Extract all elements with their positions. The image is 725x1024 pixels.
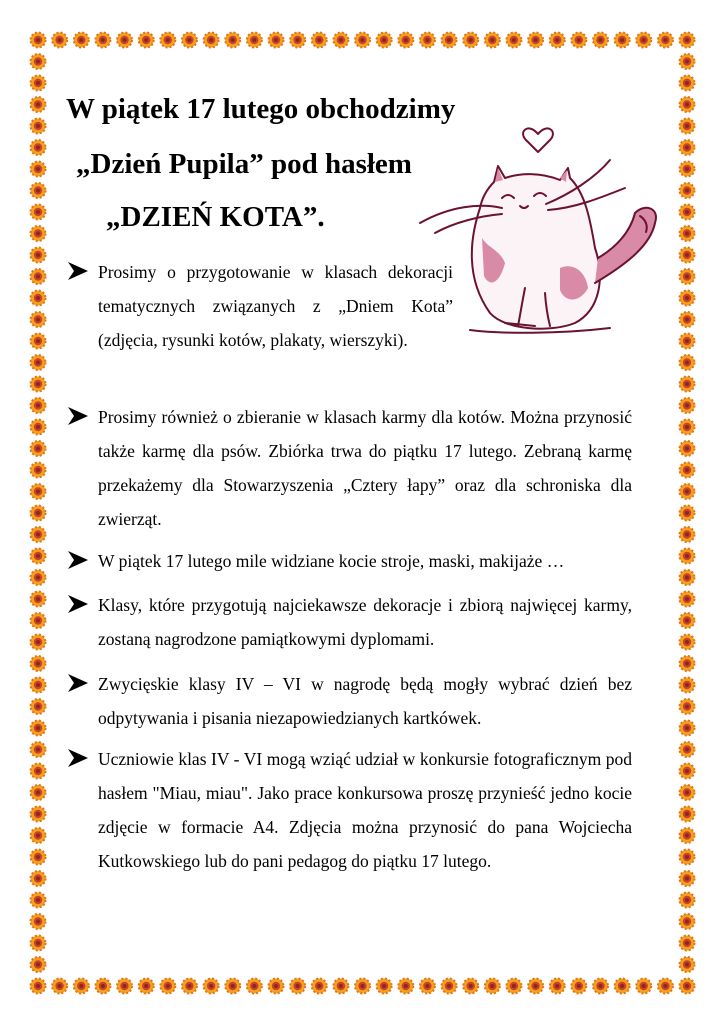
sunflower-icon	[31, 119, 46, 134]
sunflower-icon	[355, 979, 370, 994]
sunflower-icon	[31, 635, 46, 650]
sunflower-icon	[680, 613, 695, 628]
sunflower-icon	[31, 527, 46, 542]
sunflower-icon	[615, 979, 630, 994]
sunflower-icon	[550, 33, 565, 48]
arrow-bullet-icon	[66, 673, 98, 693]
sunflower-icon	[680, 506, 695, 521]
sunflower-icon	[31, 33, 46, 48]
title-line-2: „Dzień Pupila” pod hasłem	[76, 148, 412, 180]
sunflower-icon	[680, 162, 695, 177]
sunflower-icon	[680, 592, 695, 607]
sunflower-icon	[528, 979, 543, 994]
sunflower-icon	[680, 570, 695, 585]
sunflower-icon	[31, 355, 46, 370]
sunflower-icon	[139, 979, 154, 994]
sunflower-icon	[680, 398, 695, 413]
sunflower-icon	[680, 914, 695, 929]
sunflower-icon	[377, 979, 392, 994]
sunflower-icon	[312, 33, 327, 48]
sunflower-icon	[636, 33, 651, 48]
arrow-bullet-icon	[66, 261, 98, 281]
title-line-3: „DZIEŃ KOTA”.	[106, 201, 325, 233]
arrow-bullet-icon	[66, 748, 98, 768]
sunflower-icon	[420, 979, 435, 994]
sunflower-icon	[52, 33, 67, 48]
sunflower-icon	[463, 33, 478, 48]
sunflower-icon	[355, 33, 370, 48]
sunflower-icon	[31, 850, 46, 865]
bullet-text: W piątek 17 lutego mile widziane kocie stroje, maski, makijaże …	[98, 551, 565, 571]
sunflower-icon	[680, 377, 695, 392]
sunflower-icon	[680, 54, 695, 69]
bullet-text: Klasy, które przygotują najciekawsze dekoracje i zbiorą najwięcej karmy, zostaną nagrodzone pamiątkowymi dyplomami.	[98, 595, 632, 649]
sunflower-icon	[680, 226, 695, 241]
sunflower-icon	[31, 785, 46, 800]
sunflower-icon	[312, 979, 327, 994]
sunflower-icon	[680, 205, 695, 220]
sunflower-icon	[31, 678, 46, 693]
bullet-text: Zwycięskie klasy IV – VI w nagrodę będą mogły wybrać dzień bez odpytywania i pisania niezapowiedzianych kartkówek.	[98, 674, 632, 728]
sunflower-icon	[680, 678, 695, 693]
sunflower-icon	[680, 721, 695, 736]
sunflower-icon	[31, 420, 46, 435]
sunflower-icon	[680, 463, 695, 478]
sunflower-icon	[31, 957, 46, 972]
sunflower-icon	[680, 936, 695, 951]
sunflower-icon	[31, 871, 46, 886]
sunflower-icon	[31, 312, 46, 327]
sunflower-icon	[571, 979, 586, 994]
sunflower-icon	[225, 979, 240, 994]
sunflower-icon	[680, 355, 695, 370]
sunflower-icon	[550, 979, 565, 994]
sunflower-icon	[31, 226, 46, 241]
sunflower-icon	[31, 506, 46, 521]
sunflower-icon	[31, 334, 46, 349]
list-item	[66, 400, 632, 536]
sunflower-icon	[31, 721, 46, 736]
sunflower-icon	[680, 979, 695, 994]
sunflower-icon	[31, 54, 46, 69]
arrow-bullet-icon	[66, 406, 98, 426]
sunflower-icon	[31, 291, 46, 306]
sunflower-icon	[615, 33, 630, 48]
sunflower-icon	[182, 979, 197, 994]
sunflower-icon	[680, 312, 695, 327]
sunflower-icon	[31, 484, 46, 499]
sunflower-icon	[680, 183, 695, 198]
sunflower-icon	[117, 33, 132, 48]
sunflower-icon	[31, 742, 46, 757]
sunflower-icon	[377, 33, 392, 48]
sunflower-icon	[528, 33, 543, 48]
sunflower-icon	[485, 979, 500, 994]
sunflower-icon	[463, 979, 478, 994]
sunflower-icon	[680, 484, 695, 499]
sunflower-icon	[680, 76, 695, 91]
sunflower-icon	[31, 140, 46, 155]
sunflower-icon	[680, 893, 695, 908]
sunflower-icon	[485, 33, 500, 48]
sunflower-icon	[680, 742, 695, 757]
sunflower-icon	[420, 33, 435, 48]
bullet-text: Uczniowie klas IV - VI mogą wziąć udział w konkursie fotograficznym pod hasłem "Miau, miau". Jako prace konkursowa proszę przynieść jedno kocie zdjęcie w formacie A4. Zdjęcia można przynosić do pana Wojciecha Kutkowskiego lub do pani pedagog do piątku 17 lutego.	[98, 749, 632, 871]
sunflower-icon	[74, 979, 89, 994]
sunflower-icon	[52, 979, 67, 994]
sunflower-icon	[680, 119, 695, 134]
sunflower-icon	[31, 377, 46, 392]
sunflower-icon	[31, 463, 46, 478]
sunflower-icon	[680, 291, 695, 306]
sunflower-icon	[139, 33, 154, 48]
sunflower-icon	[31, 76, 46, 91]
sunflower-icon	[593, 979, 608, 994]
sunflower-icon	[290, 33, 305, 48]
sunflower-icon	[680, 97, 695, 112]
sunflower-icon	[680, 699, 695, 714]
sunflower-icon	[442, 979, 457, 994]
sunflower-icon	[31, 979, 46, 994]
sunflower-icon	[31, 441, 46, 456]
sunflower-icon	[160, 33, 175, 48]
list-item	[66, 667, 632, 735]
sunflower-icon	[117, 979, 132, 994]
sunflower-icon	[31, 656, 46, 671]
arrow-bullet-icon	[66, 550, 98, 570]
sunflower-icon	[506, 979, 521, 994]
sunflower-icon	[182, 33, 197, 48]
sunflower-icon	[680, 871, 695, 886]
sunflower-icon	[398, 33, 413, 48]
sunflower-icon	[31, 398, 46, 413]
sunflower-icon	[680, 33, 695, 48]
sunflower-icon	[31, 162, 46, 177]
sunflower-icon	[680, 140, 695, 155]
sunflower-icon	[31, 699, 46, 714]
sunflower-icon	[680, 764, 695, 779]
sunflower-icon	[680, 441, 695, 456]
sunflower-icon	[31, 97, 46, 112]
sunflower-icon	[31, 269, 46, 284]
sunflower-icon	[680, 420, 695, 435]
sunflower-icon	[160, 979, 175, 994]
sunflower-icon	[506, 33, 521, 48]
sunflower-icon	[31, 828, 46, 843]
sunflower-icon	[225, 33, 240, 48]
sunflower-icon	[636, 979, 651, 994]
sunflower-icon	[31, 807, 46, 822]
sunflower-icon	[95, 33, 110, 48]
sunflower-icon	[204, 979, 219, 994]
sunflower-icon	[74, 33, 89, 48]
sunflower-icon	[680, 656, 695, 671]
sunflower-icon	[680, 527, 695, 542]
sunflower-icon	[31, 893, 46, 908]
list-item	[66, 588, 632, 656]
list-item	[66, 544, 632, 578]
sunflower-icon	[31, 936, 46, 951]
sunflower-icon	[31, 248, 46, 263]
sunflower-icon	[247, 33, 262, 48]
sunflower-icon	[680, 807, 695, 822]
sunflower-icon	[269, 33, 284, 48]
sunflower-icon	[680, 785, 695, 800]
sunflower-icon	[333, 33, 348, 48]
sunflower-icon	[31, 764, 46, 779]
arrow-bullet-icon	[66, 594, 98, 614]
title-line-1: W piątek 17 lutego obchodzimy	[66, 93, 456, 125]
sunflower-icon	[204, 33, 219, 48]
sunflower-icon	[680, 549, 695, 564]
sunflower-icon	[31, 205, 46, 220]
bullet-text: Prosimy o przygotowanie w klasach dekoracji tematycznych związanych z „Dniem Kota” (zdjęcia, rysunki kotów, plakaty, wierszyki).	[98, 262, 453, 350]
sunflower-icon	[680, 635, 695, 650]
sunflower-icon	[247, 979, 262, 994]
sunflower-icon	[680, 248, 695, 263]
sunflower-icon	[31, 549, 46, 564]
sunflower-icon	[658, 979, 673, 994]
sunflower-icon	[31, 183, 46, 198]
sunflower-icon	[290, 979, 305, 994]
sunflower-icon	[31, 914, 46, 929]
sunflower-icon	[680, 957, 695, 972]
sunflower-icon	[680, 269, 695, 284]
sunflower-icon	[680, 850, 695, 865]
sunflower-icon	[658, 33, 673, 48]
sunflower-icon	[333, 979, 348, 994]
sunflower-icon	[95, 979, 110, 994]
sunflower-icon	[571, 33, 586, 48]
sunflower-icon	[593, 33, 608, 48]
sunflower-icon	[269, 979, 284, 994]
sunflower-icon	[31, 592, 46, 607]
sunflower-icon	[398, 979, 413, 994]
sunflower-icon	[680, 828, 695, 843]
list-item	[66, 255, 453, 357]
sunflower-icon	[442, 33, 457, 48]
list-item	[66, 742, 632, 878]
sunflower-icon	[31, 613, 46, 628]
bullet-text: Prosimy również o zbieranie w klasach karmy dla kotów. Można przynosić także karmę dla psów. Zbiórka trwa do piątku 17 lutego. Zebraną karmę przekażemy dla Stowarzyszenia „Cztery łapy” oraz dla schroniska dla zwierząt.	[98, 407, 632, 529]
sunflower-icon	[31, 570, 46, 585]
sunflower-icon	[680, 334, 695, 349]
